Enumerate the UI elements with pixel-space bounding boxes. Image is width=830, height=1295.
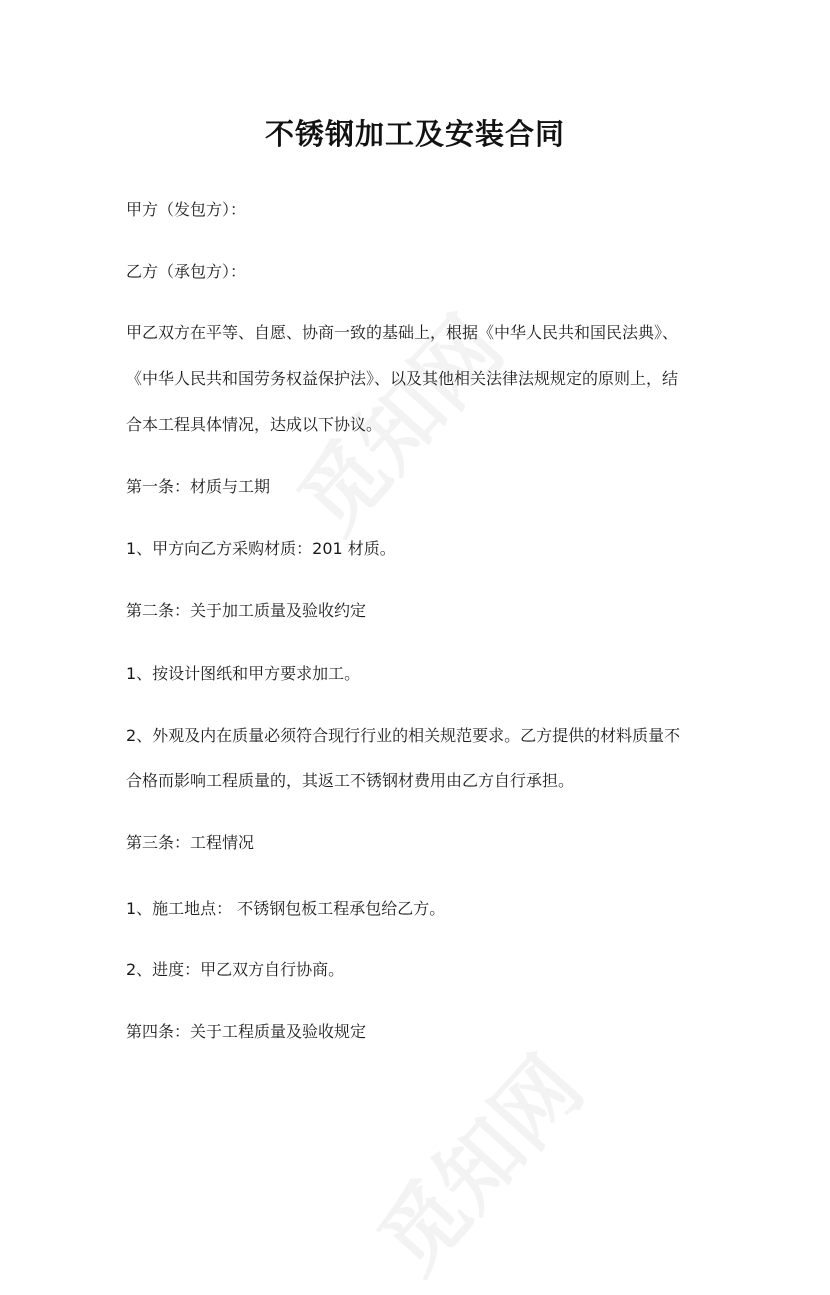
preamble-line-3: 合本工程具体情况，达成以下协议。 <box>126 415 383 434</box>
article-2-item-1: 1、按设计图纸和甲方要求加工。 <box>126 664 361 683</box>
article-3-heading: 第三条：工程情况 <box>126 833 255 852</box>
party-b-line: 乙方（承包方）： <box>126 262 247 281</box>
article-1-item-1: 1、甲方向乙方采购材质：201 材质。 <box>126 539 396 558</box>
article-2-item-2-line-1: 2、外观及内在质量必须符合现行行业的相关规范要求。乙方提供的材料质量不 <box>126 726 681 745</box>
party-a-line: 甲方（发包方）： <box>126 200 247 219</box>
article-3-item-1: 1、施工地点： 不锈钢包板工程承包给乙方。 <box>126 899 446 918</box>
article-1-heading: 第一条：材质与工期 <box>126 477 271 496</box>
article-2-heading: 第二条：关于加工质量及验收约定 <box>126 601 367 620</box>
preamble-line-2: 《中华人民共和国劳务权益保护法》、以及其他相关法律法规规定的原则上，结 <box>126 369 679 388</box>
watermark <box>347 1026 606 1294</box>
article-2-item-2-line-2: 合格而影响工程质量的，其返工不锈钢材费用由乙方自行承担。 <box>126 771 575 790</box>
document-title: 不锈钢加工及安装合同 <box>264 117 565 151</box>
preamble-line-1: 甲乙双方在平等、自愿、协商一致的基础上，根据《中华人民共和国民法典》、 <box>126 323 679 342</box>
article-4-heading: 第四条：关于工程质量及验收规定 <box>126 1022 367 1041</box>
article-3-item-2: 2、进度：甲乙双方自行协商。 <box>126 960 345 979</box>
